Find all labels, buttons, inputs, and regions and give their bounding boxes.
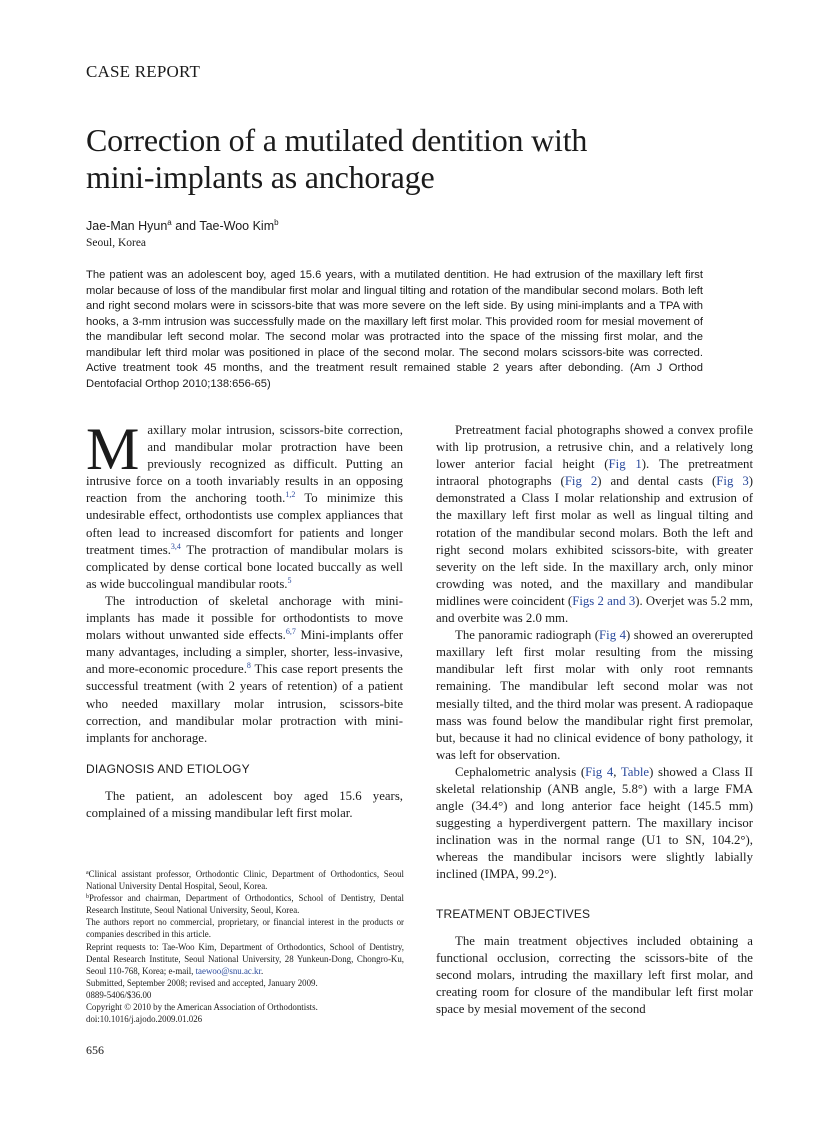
citation-link[interactable]: 8 xyxy=(246,661,251,671)
paragraph-text: To minimize this undesirable effect, orthodontists use complex appliances that often lead to increased discomfort for patients and longer treatment times. xyxy=(86,491,403,557)
footnote-affiliation-b xyxy=(86,892,404,916)
paragraph-text: ). The pretreatment intraoral photographs ( xyxy=(436,457,754,489)
paragraph-text: ) showed a Class II skeletal relationship (ANB angle, 5.8°) with a large FMA angle (34.4°) and long anterior face height (145.5 mm) suggesting a hyperdivergent pattern. The maxillary incisor inclination was in the normal range (U1 to SN, 104.2°), whereas the mandibular incisors were slightly labially inclined (IMPA, 99.2°). xyxy=(436,764,754,882)
footnote-disclosure: The authors report no commercial, proprietary, or financial interest in the products or companies described in this article. xyxy=(86,917,404,940)
paragraph-text: This case report presents the successful treatment (with 2 years of retention) of a patient who needed maxillary molar intrusion, scissors-bite correction, and mandibular molar protraction with mini-implants for anchorage. xyxy=(86,662,403,745)
email-link[interactable]: taewoo@snu.ac.kr xyxy=(195,965,261,976)
section-heading-objectives: TREATMENT OBJECTIVES xyxy=(436,906,591,921)
footnote-submitted: Submitted, September 2008; revised and accepted, January 2009. xyxy=(86,977,318,988)
author-name[interactable]: Tae-Woo Kim xyxy=(199,219,275,233)
figure-link[interactable]: Fig 3 xyxy=(716,474,749,489)
footnote-issn: 0889-5406/$36.00 xyxy=(86,989,152,1000)
paragraph-text: ). Overjet was 5.2 mm, and overbite was 2.0 mm. xyxy=(436,593,753,626)
section-label: CASE REPORT xyxy=(86,62,201,81)
paragraph-text: Mini-implants offer many advantages, including a simpler, shorter, less-invasive, and more-economic procedure. xyxy=(86,628,403,677)
section-heading-diagnosis: DIAGNOSIS AND ETIOLOGY xyxy=(86,761,250,776)
paragraph-text: ) showed an overerupted maxillary left first molar resulting from the missing mandibular left first molar with only root remnants remaining. The mandibular left second molar was not mesially tilted, and the third molar was present. A radiopaque mass was found below the mandibular right first premolar, but, because it had no clinical evidence of bony pathology, it was left for observation. xyxy=(436,628,753,762)
paragraph-text: ) and dental casts ( xyxy=(597,474,717,489)
title-line-1: Correction of a mutilated dentition with xyxy=(86,122,588,158)
citation-link[interactable]: 6,7 xyxy=(285,627,296,637)
figure-link[interactable]: Fig 4 xyxy=(599,628,626,643)
abstract: The patient was an adolescent boy, aged 15.6 years, with a mutilated dentition. He had extrusion of the maxillary left first molar because of loss of the mandibular first molar and lingual tilting and rotation of the mandibular second molars. Both left and right second molars were in scissors-bite that was more severe on the left side. By using mini-implants and a TPA with hooks, a 3-mm intrusion was successfully made on the maxillary left first molar. This provided room for mesial movement of the mandibular left second molar. The second molar was protracted into the space of the missing first molar, and the mandibular left third molar was positioned in place of the second molar. The second molars scissors-bite was corrected. Active treatment took 45 months, and the treatment result remained stable 2 years after debonding. (Am J Orthod Dentofacial Orthop 2010;138:656-65) xyxy=(86,269,703,390)
paragraph-text: The introduction of skeletal anchorage with mini-implants has made it possible for orthodontists to move molars without unwanted side effects. xyxy=(86,593,403,643)
footnote-marker: b xyxy=(86,894,89,901)
figure-link[interactable]: Fig 2 xyxy=(564,474,598,489)
footnotes xyxy=(86,868,404,1025)
intro-paragraph-1 xyxy=(86,416,403,593)
footnote-copyright: Copyright © 2010 by the American Association of Orthodontists. xyxy=(86,1002,318,1013)
author-list xyxy=(86,219,279,233)
paragraph-text: Pretreatment facial photographs showed a convex profile with lip protrusion, a retrusive chin, and a relatively long lower anterior facial height ( xyxy=(436,423,753,472)
article-title xyxy=(86,122,766,196)
paragraph-text: axillary molar intrusion, scissors-bite correction, and mandibular molar protraction have been previously recognized as difficult. Putting an intrusive force on a tooth invariably results in an opposing reaction from the anchoring tooth. xyxy=(86,423,403,506)
author-name[interactable]: Jae-Man Hyun xyxy=(86,219,168,233)
author-separator: and xyxy=(171,219,200,233)
author-location: Seoul, Korea xyxy=(86,237,147,249)
paragraph-text: Cephalometric analysis ( xyxy=(455,764,586,779)
figure-link[interactable]: Figs 2 and 3 xyxy=(572,593,636,608)
citation-link[interactable]: 1,2 xyxy=(285,490,296,500)
footnote-text: Professor and chairman, Department of Orthodontics, School of Dentistry, Dental Research Institute, Seoul National University, Seoul, Korea. xyxy=(86,893,404,916)
paragraph-text: , xyxy=(613,764,621,779)
paragraph-text: The protraction of mandibular molars is complicated by dense cortical bone located buccally as well as wide buccolingual mandibular roots. xyxy=(86,542,403,591)
citation-link[interactable]: 3,4 xyxy=(170,541,181,551)
footnote-text: Reprint requests to: Tae-Woo Kim, Department of Orthodontics, School of Dentistry, Dental Research Institute, Seoul National University, 28 Yunkeun-Dong, Chongro-Ku, Seoul 110-768, Korea; e-mail, xyxy=(86,941,404,976)
diagnosis-paragraph-4 xyxy=(436,764,753,884)
objectives-paragraph-1: The main treatment objectives included obtaining a functional occlusion, correcting the scissors-bite of the second molars, intruding the maxillary left first molar, and creating room for closure of the mandibular left first molar space by mesial movement of the second xyxy=(436,933,753,1016)
body-column-left xyxy=(86,416,403,822)
intro-paragraph-2 xyxy=(86,593,403,747)
drop-cap: M xyxy=(86,416,140,482)
paragraph-text: ) demonstrated a Class I molar relationship and extrusion of the maxillary left first molar as well as lingual tilting and rotation of the mandibular second molars. Both the left and right second molars exhibited scissors-bite, with greater severity on the left side. In the maxillary arch, only minor crowding was noted, and the maxillary and mandibular midlines were coincident ( xyxy=(436,474,754,608)
citation-link[interactable]: 5 xyxy=(287,575,292,585)
footnote-marker: a xyxy=(86,870,89,876)
affiliation-marker: b xyxy=(274,218,279,227)
footnote-reprint xyxy=(86,941,404,977)
footnote-doi[interactable]: doi:10.1016/j.ajodo.2009.01.026 xyxy=(86,1014,203,1025)
paragraph-text: The panoramic radiograph ( xyxy=(455,628,600,643)
diagnosis-paragraph-1: The patient, an adolescent boy aged 15.6 years, complained of a missing mandibular left first molar. xyxy=(86,788,403,820)
footnote-text: Clinical assistant professor, Orthodontic Clinic, Department of Orthodontics, Seoul National University Dental Hospital, Seoul, Korea. xyxy=(86,869,404,892)
affiliation-marker: a xyxy=(167,218,172,227)
page-number: 656 xyxy=(86,1043,104,1057)
diagnosis-paragraph-2 xyxy=(436,422,753,627)
footnote-affiliation-a xyxy=(86,868,404,892)
footnote-text: . xyxy=(260,965,264,976)
figure-link[interactable]: Fig 4 xyxy=(585,764,614,779)
diagnosis-paragraph-3 xyxy=(436,627,753,764)
title-line-2: mini-implants as anchorage xyxy=(86,159,435,195)
table-link[interactable]: Table xyxy=(620,764,650,779)
body-column-right xyxy=(436,422,753,1018)
figure-link[interactable]: Fig 1 xyxy=(608,457,642,472)
